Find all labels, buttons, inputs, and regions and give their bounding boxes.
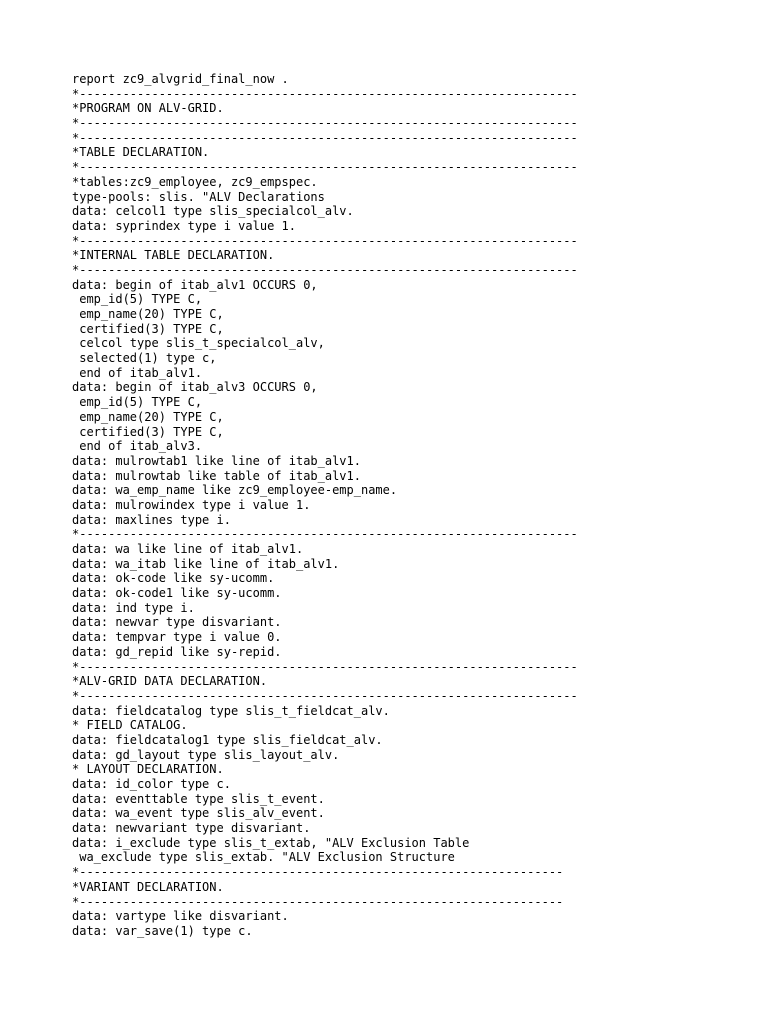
code-line: selected(1) type c, [72,351,217,366]
code-line: *ALV-GRID DATA DECLARATION. [72,674,268,689]
code-line: data: gd_layout type slis_layout_alv. [72,747,340,762]
code-line: data: ok-code like sy-ucomm. [72,571,275,586]
code-line: * LAYOUT DECLARATION. [72,762,224,777]
code-line: data: wa_event type slis_alv_event. [72,806,325,821]
code-line: *--------------------------------------------------------------------- [72,116,578,131]
code-line: type-pools: slis. "ALV Declarations [72,189,325,204]
code-line: data: fieldcatalog1 type slis_fieldcat_alv. [72,732,383,747]
code-line: emp_id(5) TYPE C, [72,395,203,410]
code-line: data: var_save(1) type c. [72,923,253,938]
code-line: * FIELD CATALOG. [72,718,188,733]
code-line: *VARIANT DECLARATION. [72,879,224,894]
code-line: data: mulrowtab1 like line of itab_alv1. [72,453,361,468]
code-line: data: ok-code1 like sy-ucomm. [72,586,282,601]
code-line: data: fieldcatalog type slis_t_fieldcat_alv. [72,703,390,718]
code-line: data: wa_itab like line of itab_alv1. [72,556,340,571]
code-line: data: mulrowtab like table of itab_alv1. [72,468,361,483]
code-line: *--------------------------------------------------------------------- [72,86,578,101]
code-line: certified(3) TYPE C, [72,321,224,336]
code-line: *PROGRAM ON ALV-GRID. [72,101,224,116]
code-line: *--------------------------------------------------------------------- [72,262,578,277]
code-line: data: syprindex type i value 1. [72,218,296,233]
code-line: wa_exclude type slis_extab. "ALV Exclusion Structure [72,850,455,865]
code-line: data: id_color type c. [72,777,231,791]
code-line: data: wa like line of itab_alv1. [72,542,304,556]
code-line: *INTERNAL TABLE DECLARATION. [72,248,275,263]
code-line: data: begin of itab_alv1 OCCURS 0, [72,277,318,292]
code-line: data: newvariant type disvariant. [72,821,311,836]
abap-source-code [72,72,578,939]
code-line: data: vartype like disvariant. [72,909,289,924]
code-line: certified(3) TYPE C, [72,424,224,439]
code-line: *--------------------------------------------------------------------- [72,160,578,175]
code-line: data: gd_repid like sy-repid. [72,644,282,659]
code-line: *--------------------------------------------------------------------- [72,659,578,674]
code-line: *TABLE DECLARATION. [72,145,210,160]
code-line: emp_name(20) TYPE C, [72,409,224,424]
code-line: data: maxlines type i. [72,512,231,527]
code-line: *--------------------------------------------------------------------- [72,527,578,542]
code-line: emp_id(5) TYPE C, [72,292,203,307]
code-line: data: wa_emp_name like zc9_employee-emp_name. [72,483,398,498]
code-line: *tables:zc9_employee, zc9_empspec. [72,174,318,189]
code-line: data: ind type i. [72,600,195,615]
code-line: *--------------------------------------------------------------------- [72,688,578,703]
code-line: emp_name(20) TYPE C, [72,307,224,321]
code-line: data: tempvar type i value 0. [72,630,282,645]
code-line: *------------------------------------------------------------------- [72,894,564,909]
code-line: data: eventtable type slis_t_event. [72,791,325,806]
code-line: data: newvar type disvariant. [72,615,282,630]
code-line: end of itab_alv3. [72,439,203,454]
code-line: data: begin of itab_alv3 OCCURS 0, [72,380,318,395]
code-line: data: celcol1 type slis_specialcol_alv. [72,204,354,219]
code-line: *--------------------------------------------------------------------- [72,233,578,248]
code-line: data: mulrowindex type i value 1. [72,497,311,512]
code-line: end of itab_alv1. [72,365,203,380]
code-line: celcol type slis_t_specialcol_alv, [72,336,325,351]
code-line: report zc9_alvgrid_final_now . [72,72,289,86]
code-line: *--------------------------------------------------------------------- [72,130,578,145]
code-line: data: i_exclude type slis_t_extab, "ALV Exclusion Table [72,835,470,850]
code-line: *------------------------------------------------------------------- [72,865,564,880]
